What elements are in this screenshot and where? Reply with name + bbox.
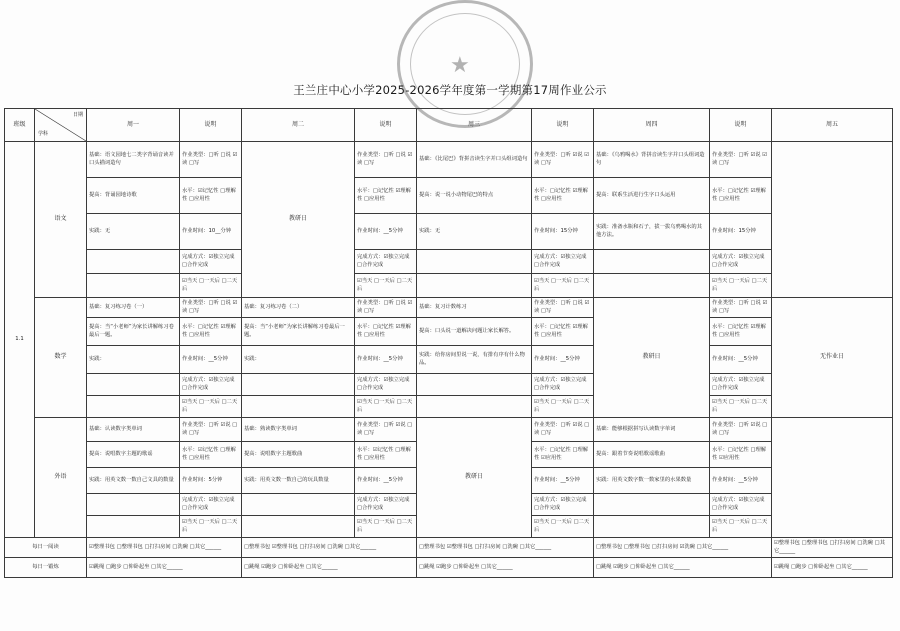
cell-text: 提高：当“小老师”为家长讲解练习卷最后一题。 <box>87 318 180 346</box>
cell-note: ☑当天 □一天后 □二天后 <box>532 396 594 418</box>
cell-empty <box>87 374 180 396</box>
reading-thu: □整理书包 □整理书包 □打扫房间 ☑洗碗 □其它______ <box>594 538 772 558</box>
table-row <box>5 318 893 346</box>
cell-note: 水平：□记忆性 □理解性 ☑应用性 <box>710 442 772 468</box>
cell-note: 作业时间：5分钟 <box>180 468 242 494</box>
cell-note: ☑当天 □一天后 □二天后 <box>180 516 242 538</box>
cell-empty <box>87 494 180 516</box>
cell-note: ☑当天 □一天后 □二天后 <box>355 274 417 298</box>
header-note: 说明 <box>180 109 242 142</box>
cell-empty <box>417 250 532 274</box>
cell-note: ☑当天 □一天后 □二天后 <box>710 516 772 538</box>
cell-empty <box>242 494 355 516</box>
table-row <box>5 538 893 558</box>
research-day: 教研日 <box>594 298 710 418</box>
reading-mon: ☑整理书包 □整理书包 □打扫房间 □洗碗 □其它______ <box>87 538 242 558</box>
cell-empty <box>772 418 893 538</box>
cell-empty <box>242 374 355 396</box>
cell-note: 水平：□记忆性 ☑理解性 □应用性 <box>355 178 417 214</box>
table-row <box>5 374 893 396</box>
cell-empty <box>594 494 710 516</box>
cell-text: 实践： <box>87 346 180 374</box>
header-subject: 学科 <box>38 131 49 138</box>
cell-text: 实践：用英文数一数自己文具的数量 <box>87 468 180 494</box>
cell-note: 作业类型：□听 ☑说 □读 □写 <box>180 418 242 442</box>
cell-text: 提高：说一说小动物尾巴的特点 <box>417 178 532 214</box>
header-note: 说明 <box>710 109 772 142</box>
cell-note: 作业类型：□听 □说 ☑读 □写 <box>180 142 242 178</box>
cell-note: 作业时间：__5分钟 <box>355 214 417 250</box>
research-day: 教研日 <box>242 142 355 298</box>
homework-table <box>4 108 893 578</box>
cell-note: 作业类型：□听 ☑说 ☑读 □写 <box>532 142 594 178</box>
cell-note: 水平：□记忆性 ☑理解性 □应用性 <box>355 318 417 346</box>
cell-empty <box>87 396 180 418</box>
cell-note: 作业类型：□听 ☑说 □读 □写 <box>710 418 772 442</box>
header-row <box>5 109 893 142</box>
cell-empty <box>417 396 532 418</box>
cell-note: 作业时间：__5分钟 <box>180 346 242 374</box>
cell-note: ☑当天 □一天后 □二天后 <box>355 516 417 538</box>
cell-empty <box>87 516 180 538</box>
cell-text: 实践：用英文数一数自己的玩具数量 <box>242 468 355 494</box>
reading-wed: □整理书包 ☑整理书包 □打扫房间 □洗碗 □其它______ <box>417 538 594 558</box>
cell-text: 实践：无 <box>87 214 180 250</box>
no-homework-day: 无作业日 <box>772 298 893 418</box>
cell-text: 提高：说唱数字主题的歌谣 <box>87 442 180 468</box>
header-tue: 周二 <box>242 109 355 142</box>
cell-text: 提高：联系生活进行生字口头运用 <box>594 178 710 214</box>
subject-english: 外语 <box>35 418 87 538</box>
table-row <box>5 396 893 418</box>
subject-chinese: 语文 <box>35 142 87 298</box>
cell-empty <box>87 250 180 274</box>
cell-empty <box>242 396 355 418</box>
header-note: 说明 <box>532 109 594 142</box>
header-thu: 周四 <box>594 109 710 142</box>
header-wed: 周三 <box>417 109 532 142</box>
cell-note: 作业类型：□听 □说 ☑读 □写 <box>355 142 417 178</box>
cell-empty <box>772 142 893 298</box>
cell-note: 作业类型：□听 ☑说 □读 □写 <box>355 418 417 442</box>
table-row <box>5 346 893 374</box>
cell-note: 作业类型：□听 □说 ☑读 □写 <box>710 298 772 318</box>
cell-empty <box>242 516 355 538</box>
cell-note: 水平：□记忆性 ☑理解性 □应用性 <box>532 318 594 346</box>
cell-empty <box>594 250 710 274</box>
header-date: 日期 <box>72 112 83 118</box>
table-row <box>5 178 893 214</box>
cell-note: 完成方式：☑独立完成 □合作完成 <box>180 494 242 516</box>
header-fri: 周五 <box>772 109 893 142</box>
table-row <box>5 214 893 250</box>
cell-text: 提高：说唱数字主题歌曲 <box>242 442 355 468</box>
exercise-wed: □跳绳 ☑跑步 □仰卧起坐 □其它______ <box>417 558 594 578</box>
cell-note: 作业时间：__5分钟 <box>532 346 594 374</box>
cell-text: 基础：《比尾巴》背拼音读生字并口头组词造句 <box>417 142 532 178</box>
research-day: 教研日 <box>417 418 532 538</box>
cell-note: 作业类型：□听 □说 ☑读 □写 <box>532 298 594 318</box>
cell-note: ☑当天 □一天后 □二天后 <box>710 274 772 298</box>
cell-text: 基础：认读数字类单词 <box>87 418 180 442</box>
cell-text: 实践：准备水瓶和石子，拔一拔乌鸦喝水的其他方法。 <box>594 214 710 250</box>
class-name: 1.1 <box>5 142 35 538</box>
cell-empty <box>594 516 710 538</box>
cell-text: 实践：给你房间里说一说，有排有序有什么物品。 <box>417 346 532 374</box>
exercise-thu: □跳绳 ☑跑步 □仰卧起坐 □其它______ <box>594 558 772 578</box>
cell-note: 作业时间：__5分钟 <box>355 468 417 494</box>
cell-note: 水平：□记忆性 ☑理解性 □应用性 <box>710 318 772 346</box>
subject-math: 数学 <box>35 298 87 418</box>
cell-text: 基础：复习练习卷（一） <box>87 298 180 318</box>
cell-note: 水平：☑记忆性 □理解性 □应用性 <box>355 442 417 468</box>
cell-note: 完成方式：☑独立完成 □合作完成 <box>180 374 242 396</box>
cell-empty <box>417 374 532 396</box>
cell-note: 完成方式：☑独立完成 □合作完成 <box>355 494 417 516</box>
cell-note: 完成方式：☑独立完成 □合作完成 <box>532 374 594 396</box>
exercise-tue: □跳绳 ☑跑步 □仰卧起坐 □其它______ <box>242 558 417 578</box>
table-row <box>5 298 893 318</box>
reading-tue: □整理书包 ☑整理书包 □打扫房间 □洗碗 □其它______ <box>242 538 417 558</box>
cell-note: ☑当天 □一天后 □二天后 <box>532 516 594 538</box>
cell-note: 作业时间：15分钟 <box>710 214 772 250</box>
cell-note: ☑当天 □一天后 □二天后 <box>355 396 417 418</box>
cell-note: 完成方式：☑独立完成 □合作完成 <box>710 374 772 396</box>
cell-note: 作业类型：□听 ☑说 ☑读 □写 <box>710 142 772 178</box>
cell-note: 水平：□记忆性 ☑理解性 □应用性 <box>532 178 594 214</box>
exercise-label: 每日一锻炼 <box>5 558 87 578</box>
cell-note: 作业时间：__5分钟 <box>355 346 417 374</box>
cell-empty <box>594 274 710 298</box>
cell-text: 基础：复习练习卷（二） <box>242 298 355 318</box>
cell-note: 作业时间：__5分钟 <box>710 346 772 374</box>
page-title: 王兰庄中心小学2025-2026学年度第一学期第17周作业公示 <box>293 83 607 97</box>
cell-text: 基础：能够根据拼写认读数字单词 <box>594 418 710 442</box>
seal-star-icon: ★ <box>450 53 470 78</box>
cell-note: 完成方式：☑独立完成 □合作完成 <box>532 250 594 274</box>
header-note: 说明 <box>355 109 417 142</box>
cell-note: 作业时间：15分钟 <box>532 214 594 250</box>
cell-text: 提高：背诵园地诗歌 <box>87 178 180 214</box>
cell-note: 作业时间：10__分钟 <box>180 214 242 250</box>
cell-note: 水平：□记忆性 ☑理解性 □应用性 <box>710 178 772 214</box>
cell-note: ☑当天 □一天后 □二天后 <box>180 274 242 298</box>
cell-note: ☑当天 □一天后 □二天后 <box>532 274 594 298</box>
cell-text: 基础：语文园地七二类字背诵音读并口头描词造句 <box>87 142 180 178</box>
cell-note: 水平：☑记忆性 □理解性 □应用性 <box>180 178 242 214</box>
cell-text: 提高：当“小老师”为家长讲解练习卷最后一题。 <box>242 318 355 346</box>
cell-empty <box>417 274 532 298</box>
header-grade: 班级 <box>5 109 35 142</box>
reading-fri: ☑整理书包 □整理书包 □打扫房间 □洗碗 □其它______ <box>772 538 893 558</box>
cell-text: 实践： <box>242 346 355 374</box>
cell-note: 水平：□记忆性 □理解性 ☑应用性 <box>532 442 594 468</box>
cell-text: 实践：用英文数字数一数家里的水果数量 <box>594 468 710 494</box>
table-row <box>5 418 893 442</box>
cell-note: 完成方式：☑独立完成 □合作完成 <box>355 250 417 274</box>
table-row <box>5 558 893 578</box>
cell-note: ☑当天 □一天后 □二天后 <box>710 396 772 418</box>
cell-note: 作业时间：__5分钟 <box>532 468 594 494</box>
reading-label: 每日一阅读 <box>5 538 87 558</box>
header-subject-date <box>35 109 87 142</box>
cell-note: 作业类型：□听 □说 ☑读 □写 <box>180 298 242 318</box>
cell-text: 基础：熟读数字类单词 <box>242 418 355 442</box>
header-mon: 周一 <box>87 109 180 142</box>
cell-note: 完成方式：☑独立完成 □合作完成 <box>355 374 417 396</box>
cell-text: 基础：《乌鸦喝水》背拼音读生字并口头组词造句 <box>594 142 710 178</box>
table-row <box>5 274 893 298</box>
cell-note: 完成方式：☑独立完成 □合作完成 <box>710 494 772 516</box>
table-row <box>5 250 893 274</box>
cell-note: 完成方式：☑独立完成 □合作完成 <box>532 494 594 516</box>
exercise-mon: ☑跳绳 □跑步 □仰卧起坐 □其它______ <box>87 558 242 578</box>
cell-note: 完成方式：☑独立完成 □合作完成 <box>180 250 242 274</box>
cell-note: 水平：☑记忆性 □理解性 □应用性 <box>180 442 242 468</box>
cell-note: 作业时间：__5分钟 <box>710 468 772 494</box>
cell-empty <box>87 274 180 298</box>
table-row <box>5 142 893 178</box>
cell-text: 提高：口头说一道解决问题让家长解答。 <box>417 318 532 346</box>
cell-note: 作业类型：□听 □说 ☑读 □写 <box>355 298 417 318</box>
cell-note: ☑当天 □一天后 □二天后 <box>180 396 242 418</box>
cell-text: 实践：无 <box>417 214 532 250</box>
cell-note: 作业类型：□听 ☑说 □读 □写 <box>532 418 594 442</box>
cell-note: 水平：□记忆性 ☑理解性 □应用性 <box>180 318 242 346</box>
exercise-fri: ☑跳绳 □跑步 □仰卧起坐 □其它______ <box>772 558 893 578</box>
cell-note: 完成方式：☑独立完成 □合作完成 <box>710 250 772 274</box>
cell-text: 提高：跟着节奏说唱歌谣歌曲 <box>594 442 710 468</box>
cell-text: 基础：复习计数练习 <box>417 298 532 318</box>
